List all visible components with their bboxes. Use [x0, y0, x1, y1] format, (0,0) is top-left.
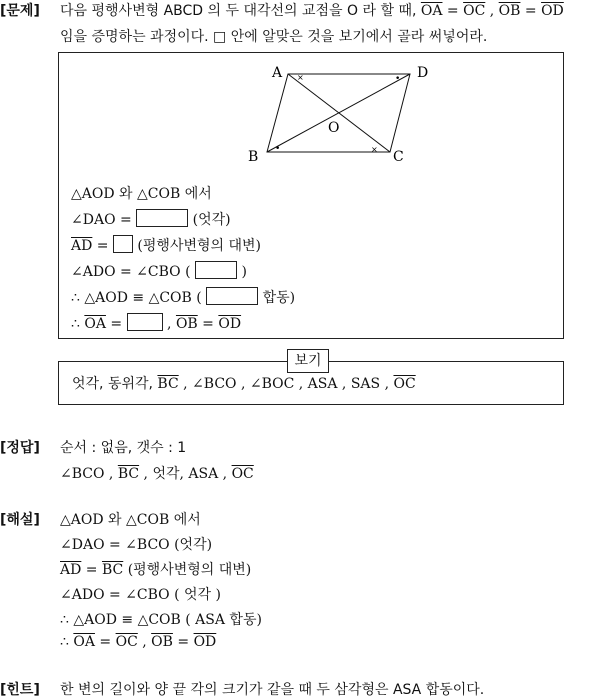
segment-oa: $\overline{OA}$: [73, 634, 95, 650]
answer-blank-1[interactable]: [136, 209, 188, 227]
segment-ob: $\overline{OB}$: [175, 316, 198, 332]
vertex-label-c: C: [393, 149, 404, 165]
explanation-tag: [해설]: [0, 512, 40, 528]
answer-blank-5[interactable]: [127, 313, 163, 331]
bogi-text: , ∠BCO , ∠BOC , ASA , SAS ,: [178, 376, 394, 392]
segment-oa: $\overline{OA}$: [420, 3, 443, 19]
equals-sign: =: [105, 316, 127, 332]
answer-tag: [정답]: [0, 440, 40, 456]
proof-line-4: [71, 261, 247, 280]
explanation-line-3: [60, 559, 251, 579]
proof-line-5: [71, 287, 295, 307]
problem-question-line1: [60, 0, 564, 20]
segment-ad: $\overline{AD}$: [71, 238, 93, 254]
segment-oc: $\overline{OC}$: [463, 3, 486, 19]
hint-tag: [힌트]: [0, 682, 40, 698]
segment-oc: $\overline{OC}$: [115, 634, 138, 650]
answer-blank-4[interactable]: [206, 287, 258, 305]
diagonal-bd: [267, 74, 410, 152]
proof-text: ∴: [71, 316, 85, 332]
segment-oa: $\overline{OA}$: [84, 316, 106, 332]
answer-blank-3[interactable]: [195, 261, 237, 279]
explanation-line-5: ∴ △AOD ≡ △COB ( ASA 합동): [60, 612, 262, 628]
equals-sign: =: [81, 562, 102, 578]
proof-text: ∴ △AOD ≡ △COB (: [71, 290, 207, 306]
angle-mark-dot-d: •: [395, 74, 401, 84]
explanation-text: (평행사변형의 대변): [123, 562, 252, 578]
segment-od: $\overline{OD}$: [193, 634, 217, 650]
proof-line-2: [71, 209, 231, 229]
equals-sign: =: [92, 238, 113, 254]
segment-od: $\overline{OD}$: [541, 3, 564, 19]
equals-sign: =: [94, 634, 116, 650]
proof-text: 합동): [258, 290, 296, 306]
proof-line-3: [71, 235, 261, 255]
explanation-line-2: ∠DAO = ∠BCO (엇각): [60, 537, 213, 553]
problem-box: [58, 52, 564, 339]
answer-meta: 순서 : 없음, 갯수 : 1: [60, 440, 187, 456]
explanation-line-6: [60, 634, 216, 650]
bogi-title: 보기: [287, 349, 329, 373]
center-label-o: O: [328, 120, 340, 136]
segment-bc: $\overline{BC}$: [101, 562, 124, 578]
parallelogram-figure: [59, 53, 563, 173]
separator: ,: [162, 316, 176, 332]
equals-sign: =: [197, 316, 219, 332]
separator: ,: [485, 3, 499, 19]
segment-oc: $\overline{OC}$: [231, 466, 254, 482]
explanation-text: ∴: [60, 634, 74, 650]
angle-mark-dot-b: •: [275, 144, 281, 154]
segment-oc: $\overline{OC}$: [393, 376, 416, 392]
segment-bc: $\overline{BC}$: [157, 376, 179, 392]
question-text: 다음 평행사변형 ABCD 의 두 대각선의 교점을 O 라 할 때,: [60, 3, 421, 19]
proof-text: (엇각): [188, 212, 231, 228]
segment-ob: $\overline{OB}$: [151, 634, 173, 650]
equals-sign: =: [520, 3, 542, 19]
equals-sign: =: [172, 634, 194, 650]
bogi-choices: [72, 373, 416, 393]
answer-blank-2[interactable]: [113, 235, 133, 253]
answer-values: [60, 463, 254, 483]
hint-text: 한 변의 길이와 양 끝 각의 크기가 같을 때 두 삼각형은 ASA 합동이다.: [60, 682, 485, 698]
vertex-label-b: B: [248, 149, 259, 165]
proof-text: ∠DAO =: [71, 212, 137, 228]
explanation-line-1: △AOD 와 △COB 에서: [60, 512, 201, 528]
segment-ad: $\overline{AD}$: [60, 562, 82, 578]
equals-sign: =: [442, 3, 464, 19]
answer-text: ∠BCO ,: [60, 466, 118, 482]
segment-od: $\overline{OD}$: [218, 316, 242, 332]
vertex-label-a: A: [272, 65, 283, 81]
proof-text: ∠ADO = ∠CBO (: [71, 264, 196, 280]
answer-text: , 엇각, ASA ,: [139, 466, 232, 482]
explanation-line-4: ∠ADO = ∠CBO ( 엇각 ): [60, 587, 221, 603]
proof-line-6: [71, 313, 241, 332]
proof-text: (평행사변형의 대변): [132, 238, 262, 254]
problem-question-line2: 임을 증명하는 과정이다. □ 안에 알맞은 것을 보기에서 골라 써넣어라.: [60, 29, 488, 45]
proof-line-1: △AOD 와 △COB 에서: [71, 186, 212, 202]
vertex-label-d: D: [417, 65, 429, 81]
angle-mark-x-a: ×: [297, 73, 304, 82]
problem-tag: [문제]: [0, 3, 40, 19]
segment-bc: $\overline{BC}$: [117, 466, 140, 482]
proof-text: ): [237, 264, 247, 280]
segment-ob: $\overline{OB}$: [498, 3, 521, 19]
bogi-text: 엇각, 동위각,: [72, 376, 158, 392]
angle-mark-x-c: ×: [371, 145, 378, 154]
separator: ,: [137, 634, 152, 650]
